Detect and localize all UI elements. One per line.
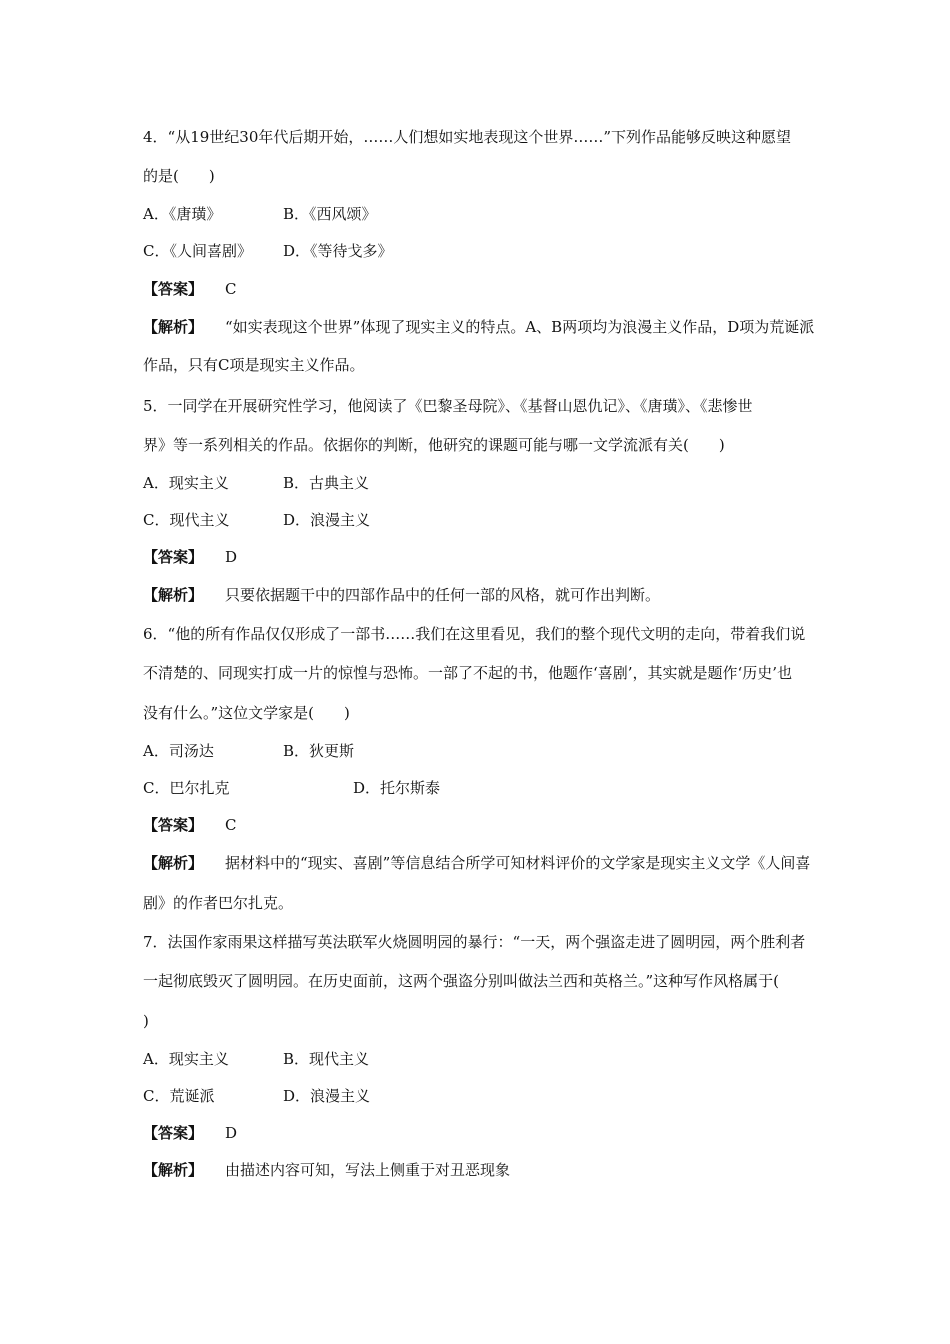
answer-label: 【答案】 [143,280,204,298]
q7-stem-line1: 7．法国作家雨果这样描写英法联军火烧圆明园的暴行：“一天，两个强盗走进了圆明园，两个胜利者 [143,933,806,951]
q7-analysis-line1 [143,1160,510,1180]
answer-value: D [225,1124,238,1142]
q7-option-a: A．现实主义 [143,1050,229,1068]
q6-option-c: C．巴尔扎克 [143,779,230,797]
q5-answer [143,547,237,567]
q5-option-b: B．古典主义 [283,474,370,492]
q4-option-a: A．《唐璜》 [143,205,222,223]
answer-value: C [225,280,237,298]
q5-analysis-line1 [143,585,660,605]
analysis-text: 由描述内容可知，写法上侧重于对丑恶现象 [225,1161,511,1179]
q4-option-b: B．《西风颂》 [283,205,377,223]
q6-analysis-line2: 剧》的作者巴尔扎克。 [143,894,294,912]
q5-stem-line2: 界》等一系列相关的作品。依据你的判断，他研究的课题可能与哪一文学流派有关( ) [143,436,725,454]
q6-answer [143,815,237,835]
analysis-text: 据材料中的“现实、喜剧”等信息结合所学可知材料评价的文学家是现实主义文学《人间喜 [225,854,811,872]
analysis-label: 【解析】 [143,1161,204,1179]
analysis-text: “如实表现这个世界”体现了现实主义的特点。A、B两项均为浪漫主义作品，D项为荒诞派 [225,318,815,336]
answer-value: D [225,548,238,566]
analysis-label: 【解析】 [143,586,204,604]
q4-analysis-line1 [143,317,814,337]
q7-option-d: D．浪漫主义 [283,1087,371,1105]
analysis-text: 只要依据题干中的四部作品中的任何一部的风格，就可作出判断。 [225,586,661,604]
q6-option-a: A．司汤达 [143,742,214,760]
q4-analysis-line2: 作品，只有C项是现实主义作品。 [143,356,365,374]
q7-option-b: B．现代主义 [283,1050,370,1068]
answer-label: 【答案】 [143,548,204,566]
q7-option-c: C．荒诞派 [143,1087,215,1105]
q5-option-a: A．现实主义 [143,474,229,492]
q7-answer [143,1123,237,1143]
q5-option-c: C．现代主义 [143,511,230,529]
analysis-label: 【解析】 [143,318,204,336]
q6-option-d: D．托尔斯泰 [353,779,441,797]
q5-stem-line1: 5．一同学在开展研究性学习，他阅读了《巴黎圣母院》、《基督山恩仇记》、《唐璜》、《悲惨世 [143,397,753,415]
q6-stem-line2: 不清楚的、同现实打成一片的惊惶与恐怖。一部了不起的书，他题作‘喜剧’，其实就是题作‘历史’也 [143,664,793,682]
q7-stem-line2: 一起彻底毁灭了圆明园。在历史面前，这两个强盗分别叫做法兰西和英格兰。”这种写作风格属于( [143,972,780,990]
analysis-label: 【解析】 [143,854,204,872]
q4-option-c: C．《人间喜剧》 [143,242,252,260]
q6-analysis-line1 [143,853,810,873]
answer-label: 【答案】 [143,1124,204,1142]
q5-option-d: D．浪漫主义 [283,511,371,529]
answer-value: C [225,816,237,834]
q4-answer [143,279,237,299]
answer-label: 【答案】 [143,816,204,834]
q4-option-d: D．《等待戈多》 [283,242,393,260]
q7-stem-line3: ) [143,1012,149,1030]
q6-option-b: B．狄更斯 [283,742,355,760]
q6-stem-line3: 没有什么。”这位文学家是( ) [143,704,350,722]
q6-stem-line1: 6．“他的所有作品仅仅形成了一部书……我们在这里看见，我们的整个现代文明的走向，带着我们说 [143,625,806,643]
q4-stem-line1: 4．“从19世纪30年代后期开始，……人们想如实地表现这个世界……”下列作品能够反映这种愿望 [143,128,792,146]
q4-stem-line2: 的是( ) [143,167,215,185]
